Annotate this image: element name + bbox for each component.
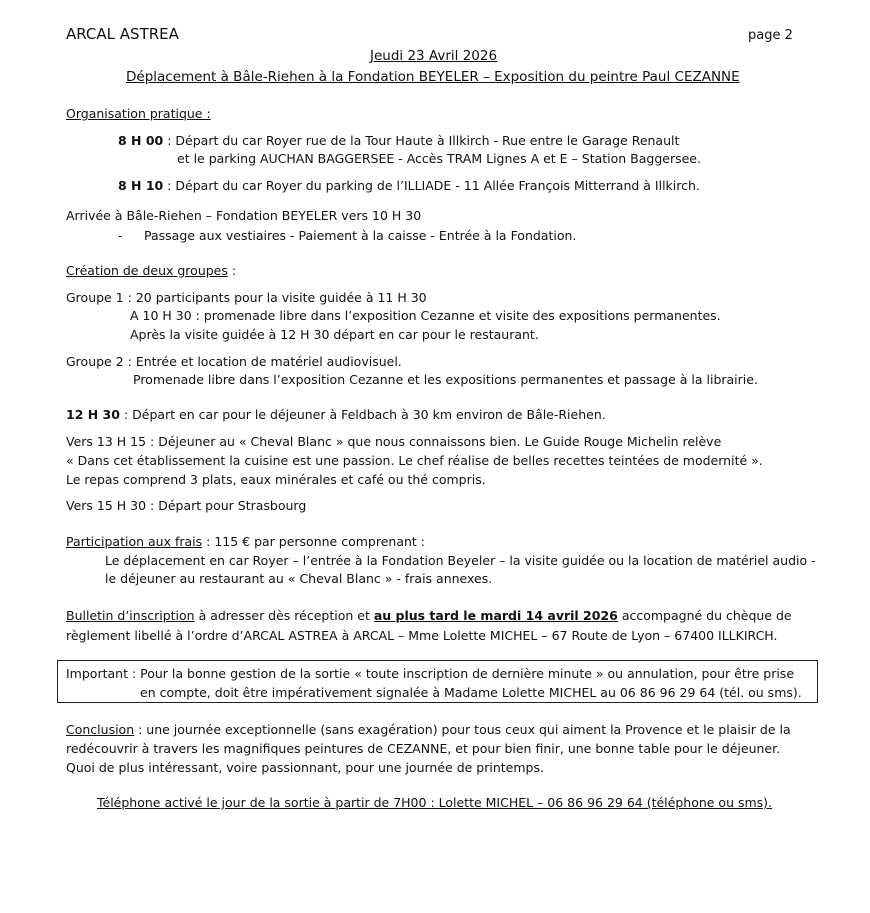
page-number: page 2 xyxy=(748,28,793,43)
registration-text-a: à adresser dès réception et xyxy=(194,608,374,623)
groups-heading-suffix: : xyxy=(227,263,237,278)
registration-line-2: règlement libellé à l’ordre d’ARCAL ASTREA à ARCAL – Mme Lolette MICHEL – 67 Route de Lyon – 67400 ILLKIRCH. xyxy=(66,628,778,643)
organisation-heading: Organisation pratique : xyxy=(66,106,211,121)
groups-heading: Création de deux groupes xyxy=(66,263,228,278)
lunch-departure xyxy=(66,409,606,422)
trip-date: Jeudi 23 Avril 2026 xyxy=(370,48,498,64)
lunch-time: 12 H 30 xyxy=(66,407,120,422)
bullet-dash: - xyxy=(118,228,123,243)
conclusion-line-1 xyxy=(66,724,791,737)
groups-heading-line xyxy=(66,265,236,278)
lunch-departure-text: : Départ en car pour le déjeuner à Feldbach à 30 km environ de Bâle-Riehen. xyxy=(119,407,606,422)
departure-1-time: 8 H 00 xyxy=(118,133,164,148)
arrival-line: Arrivée à Bâle-Riehen – Fondation BEYELER vers 10 H 30 xyxy=(66,208,422,223)
lunch-line-3: Le repas comprend 3 plats, eaux minérales et café ou thé compris. xyxy=(66,472,486,487)
group-2-line-2: Promenade libre dans l’exposition Cezanne et les expositions permanentes et passage à la librairie. xyxy=(133,372,758,387)
lunch-line-2: « Dans cet établissement la cuisine est une passion. Le chef réalise de belles recettes teintées de modernité ». xyxy=(66,453,763,468)
departure-1-detail: et le parking AUCHAN BAGGERSEE - Accès TRAM Lignes A et E – Station Baggersee. xyxy=(177,151,701,166)
departure-1-text: : Départ du car Royer rue de la Tour Haute à Illkirch - Rue entre le Garage Renault xyxy=(163,133,680,148)
conclusion-label: Conclusion xyxy=(66,722,135,737)
phone-note: Téléphone activé le jour de la sortie à partir de 7H00 : Lolette MICHEL – 06 86 96 29 64 (téléphone ou sms). xyxy=(97,795,773,810)
fees-line xyxy=(66,536,425,549)
conclusion-line-2: redécouvrir à travers les magnifiques peintures de CEZANNE, et pour bien finir, une bonne table pour le déjeuner. xyxy=(66,741,781,756)
departure-2-time: 8 H 10 xyxy=(118,178,164,193)
important-line-2: en compte, doit être impérativement signalée à Madame Lolette MICHEL au 06 86 96 29 64 (tél. ou sms). xyxy=(140,685,802,700)
departure-2-text: : Départ du car Royer du parking de l’ILLIADE - 11 Allée François Mitterrand à Illkirch. xyxy=(163,178,700,193)
registration-line-1 xyxy=(66,610,792,623)
lunch-line-1: Vers 13 H 15 : Déjeuner au « Cheval Blanc » que nous connaissons bien. Le Guide Rouge Michelin relève xyxy=(66,434,722,449)
registration-text-b: accompagné du chèque de xyxy=(617,608,792,623)
fees-detail-2: le déjeuner au restaurant au « Cheval Blanc » - frais annexes. xyxy=(105,571,493,586)
group-1-line-2: A 10 H 30 : promenade libre dans l’exposition Cezanne et visite des expositions permanentes. xyxy=(130,308,721,323)
fees-label: Participation aux frais xyxy=(66,534,203,549)
departure-2 xyxy=(118,180,700,193)
return-departure: Vers 15 H 30 : Départ pour Strasbourg xyxy=(66,498,307,513)
important-line-1: Important : Pour la bonne gestion de la sortie « toute inscription de dernière minute » ou annulation, pour être prise xyxy=(66,666,795,681)
trip-title: Déplacement à Bâle-Riehen à la Fondation BEYELER – Exposition du peintre Paul CEZANNE xyxy=(126,69,740,85)
org-name: ARCAL ASTREA xyxy=(66,25,179,43)
conclusion-text: : une journée exceptionnelle (sans exagération) pour tous ceux qui aiment la Provence et le plaisir de la xyxy=(134,722,791,737)
group-2-line-1: Groupe 2 : Entrée et location de matériel audiovisuel. xyxy=(66,354,402,369)
conclusion-line-3: Quoi de plus intéressant, voire passionnant, pour une journée de printemps. xyxy=(66,760,544,775)
fees-text: : 115 € par personne comprenant : xyxy=(202,534,425,549)
arrival-detail: Passage aux vestiaires - Paiement à la caisse - Entrée à la Fondation. xyxy=(144,228,577,243)
registration-label: Bulletin d’inscription xyxy=(66,608,195,623)
fees-detail-1: Le déplacement en car Royer – l’entrée à la Fondation Beyeler – la visite guidée ou la location de matériel audio - xyxy=(105,553,816,568)
group-1-line-1: Groupe 1 : 20 participants pour la visite guidée à 11 H 30 xyxy=(66,290,427,305)
departure-1 xyxy=(118,135,679,148)
registration-deadline: au plus tard le mardi 14 avril 2026 xyxy=(373,608,618,623)
group-1-line-3: Après la visite guidée à 12 H 30 départ en car pour le restaurant. xyxy=(130,327,539,342)
